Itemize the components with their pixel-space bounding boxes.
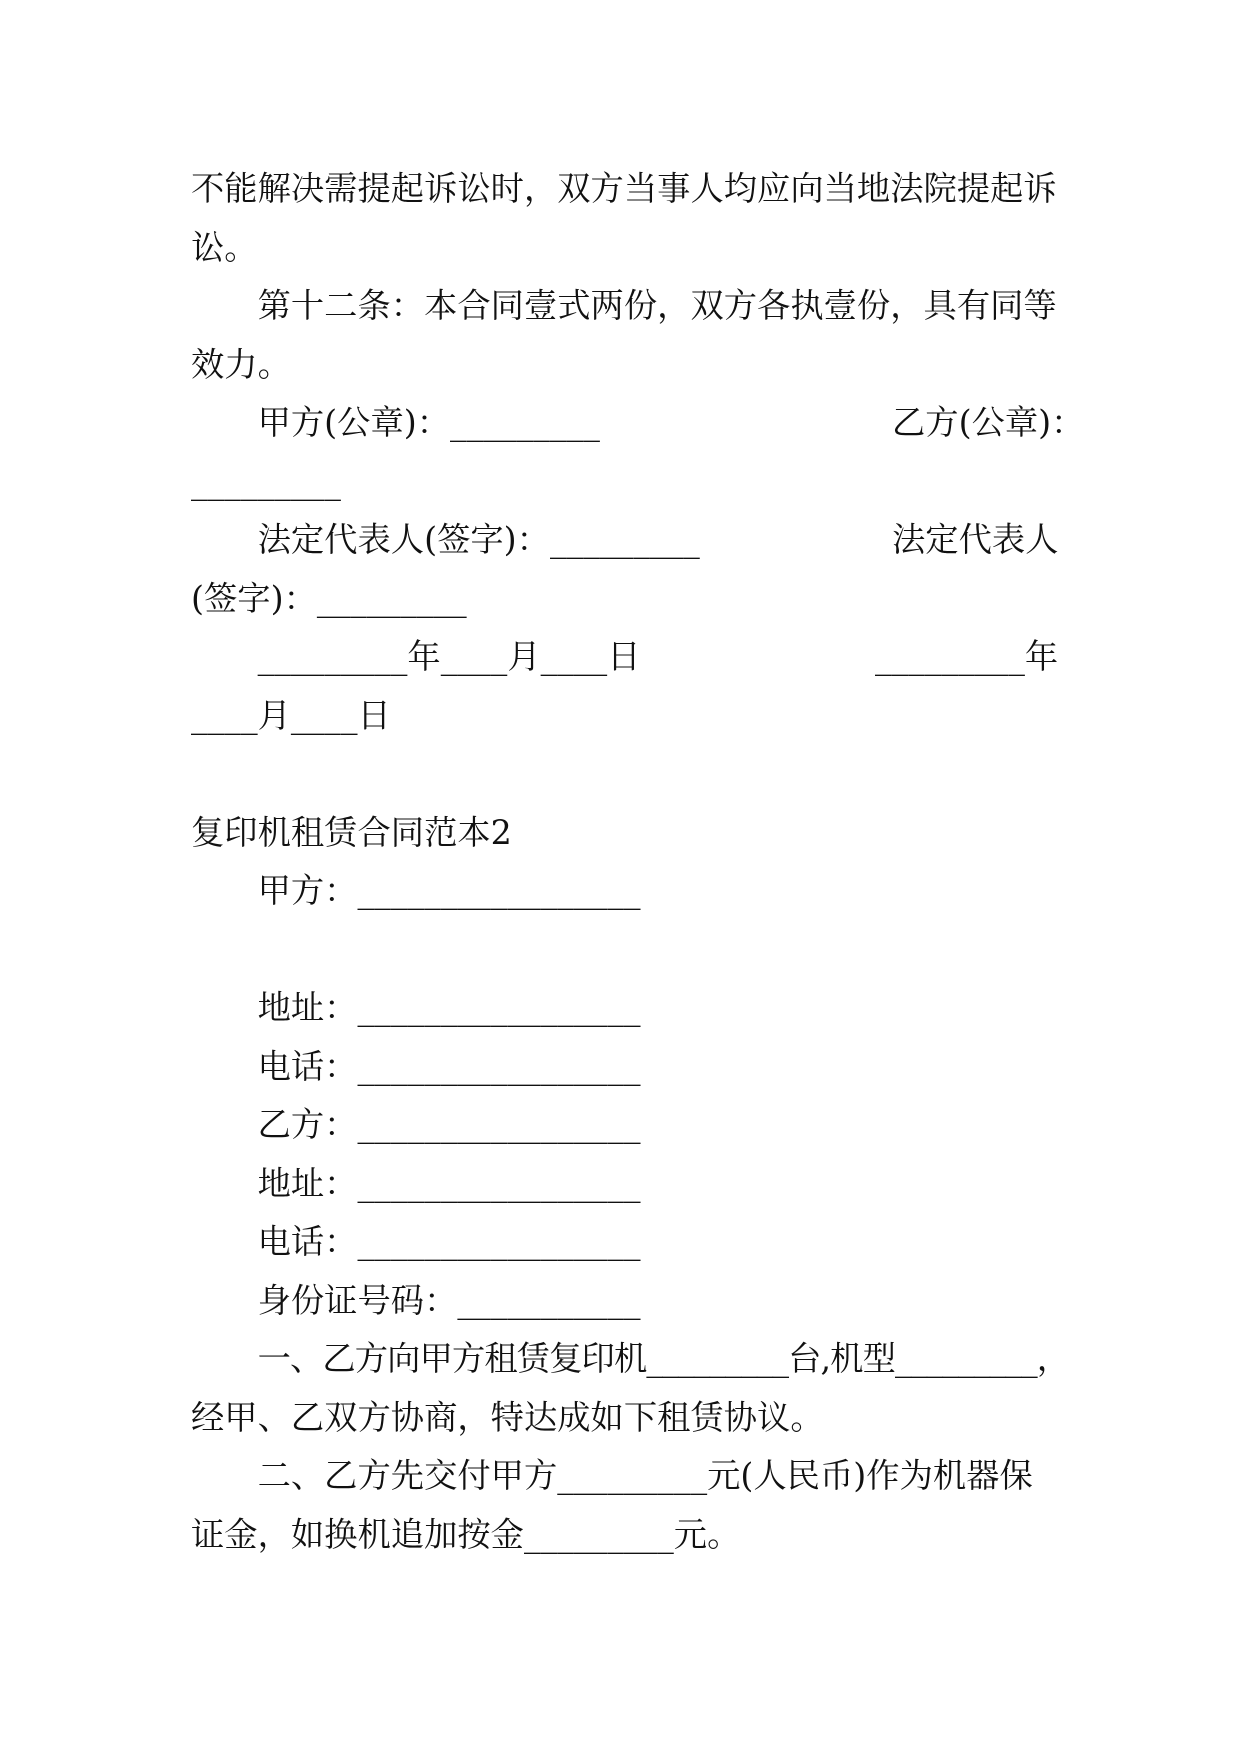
party-a-seal-field: 甲方(公章)：_________: [257, 403, 600, 442]
clause-12-line-1: 第十二条：本合同壹式两份，双方各执壹份，具有同等: [257, 286, 1057, 325]
clause-11-tail-line-2: 讼。: [191, 227, 258, 267]
party-a-address-field: 地址：_________________: [257, 988, 641, 1027]
seal-signature-row: [191, 394, 1085, 453]
clause-11-tail-line-1: 不能解决需提起诉讼时，双方当事人均应向当地法院提起诉: [191, 169, 1057, 208]
date-signature-row: [191, 628, 1057, 687]
document-body: [191, 160, 1085, 1564]
party-b-address-field: 地址：_________________: [257, 1163, 641, 1203]
party-b-seal-blank: _________: [191, 461, 341, 501]
party-b-representative-field: (签字)：_________: [191, 578, 467, 618]
clause-12-line-2: 效力。: [191, 344, 291, 384]
clause-1-line-2: 经甲、乙双方协商，特达成如下租赁协议。: [191, 1397, 824, 1437]
party-a-date-field: _________年____月____日: [257, 637, 641, 676]
party-b-phone-field: 电话：_________________: [257, 1222, 641, 1261]
party-a-name-field: 甲方：_________________: [257, 871, 641, 910]
clause-2-line-2: 证金，如换机追加按金_________元。: [191, 1514, 741, 1554]
party-a-representative-field: 法定代表人(签字)：_________: [257, 520, 700, 559]
party-b-date-month-day-field: ____月____日: [191, 695, 391, 735]
party-b-representative-label: 法定代表人: [892, 520, 1059, 559]
clause-1-line-1: 一、乙方向甲方租赁复印机_________台,机型_________，: [257, 1339, 1070, 1378]
blank-line: [191, 921, 1057, 980]
party-b-seal-label: 乙方(公章)：: [892, 403, 1085, 442]
blank-line: [191, 745, 1057, 804]
template-2-title: 复印机租赁合同范本2: [191, 812, 512, 852]
party-a-phone-field: 电话：_________________: [257, 1046, 641, 1086]
party-b-date-year-field: _________年: [875, 637, 1059, 676]
representative-signature-row: [191, 511, 1057, 570]
party-b-name-field: 乙方：_________________: [257, 1105, 641, 1144]
clause-2-line-1: 二、乙方先交付甲方_________元(人民币)作为机器保: [257, 1456, 1033, 1495]
party-b-id-number-field: 身份证号码：___________: [257, 1280, 641, 1320]
